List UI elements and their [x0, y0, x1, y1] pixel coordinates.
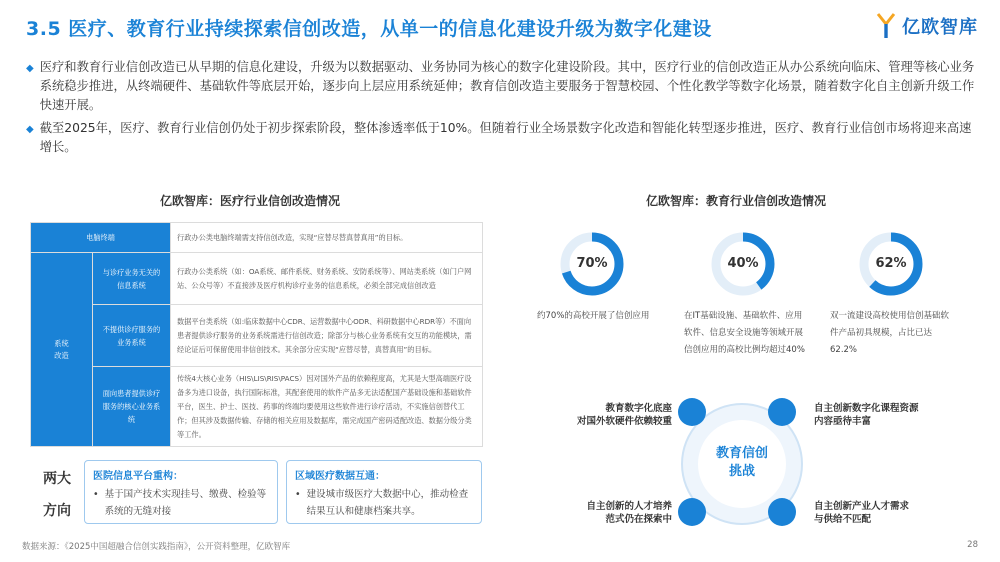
page-title: 3.5 医疗、教育行业持续探索信创改造，从单一的信息化建设升级为数字化建设	[26, 18, 712, 40]
table-cell-text: 行政办公类电脑终端需支持信创改造，实现“应替尽替真替真用”的目标。	[171, 223, 483, 253]
bullet-dot-icon: •	[93, 489, 99, 500]
bullet-text: 截至2025年，医疗、教育行业信创仍处于初步探索阶段，整体渗透率低于10%。但随着行业全场景数字化改造和智能化转型逐步推进，医疗、教育行业信创市场将迎来高速增长。	[39, 121, 972, 154]
challenge-dot	[768, 398, 796, 426]
table-cell-label: 面向患者提供诊疗服务的核心业务系统	[93, 367, 171, 447]
bullet-item	[26, 58, 978, 115]
logo-mark-icon	[876, 12, 896, 40]
table-row	[31, 305, 483, 367]
donut-value-label: 40%	[727, 256, 759, 271]
challenge-item: 自主创新产业人才需求 与供给不匹配	[814, 501, 910, 525]
diamond-bullet-icon: ◆	[26, 124, 34, 135]
direction-text: 建设城市级医疗大数据中心，推动检查结果互认和健康档案共享。	[306, 489, 469, 517]
bullet-text: 医疗和教育行业信创改造已从早期的信息化建设，升级为以数据驱动、业务协同为核心的数字化建设阶段。其中，医疗行业的信创改造正从办公系统向临床、管理等核心业务系统稳步推进，从终端硬件、基础软件等底层开始，逐步向上层应用系统延伸；教育信创改造主要服务于智慧校园、个性化教学等数字化场景，随着数字化自主创新升级工作快速开展。	[39, 60, 975, 112]
donut-description: 在IT基础设施、基础软件、应用软件、信息安全设施等领域开展信创应用的高校比例均超过40%	[684, 311, 805, 355]
challenge-item: 自主创新的人才培养 范式仍在探索中	[586, 501, 672, 525]
direction-card	[84, 460, 278, 524]
data-source: 数据来源：《2025中国超融合信创实践指南》，公开资料整理，亿欧智库	[22, 542, 291, 552]
table-cell-text: 数据平台类系统（如:临床数据中心CDR、运营数据中心ODR、科研数据中心RDR等）不面向患者提供诊疗服务的业务系统需进行信创改造；除部分与核心业务系统有交互的功能模块，需经论证后可保留使用非信创技术。其余部分应实现“应替尽替，真替真用”的目标。	[171, 305, 483, 367]
table-cell-label: 不提供诊疗服务的业务系统	[93, 305, 171, 367]
directions-label: 两大 方向	[43, 471, 71, 519]
direction-title: 区域医疗数据互通：	[295, 471, 385, 482]
donut-chart	[859, 232, 923, 296]
table-row	[31, 223, 483, 253]
challenge-item: 教育数字化底座 对国外软硬件依赖较重	[576, 403, 672, 427]
direction-body	[295, 486, 473, 520]
table-cell-label: 系统 改造	[31, 253, 93, 447]
donut-chart	[560, 232, 624, 296]
donut-description: 约70%的高校开展了信创应用	[537, 311, 650, 321]
bullet-dot-icon: •	[295, 489, 301, 500]
challenge-item: 自主创新数字化课程资源 内容亟待丰富	[814, 403, 919, 427]
direction-body	[93, 486, 269, 520]
diamond-bullet-icon: ◆	[26, 63, 34, 74]
direction-card	[286, 460, 482, 524]
table-cell-label: 与诊疗业务无关的信息系统	[93, 253, 171, 305]
brand-logo	[876, 12, 978, 40]
table-row	[31, 253, 483, 305]
challenge-dot	[678, 498, 706, 526]
challenge-dot	[768, 498, 796, 526]
medical-section-title: 亿欧智库：医疗行业信创改造情况	[160, 194, 341, 208]
education-section-title: 亿欧智库：教育行业信创改造情况	[646, 194, 827, 208]
donut-value-label: 70%	[576, 256, 608, 271]
donut-value-label: 62%	[875, 256, 907, 271]
direction-text: 基于国产技术实现挂号、缴费、检验等系统的无缝对接	[104, 489, 267, 517]
table-cell-text: 传统4大核心业务（HIS\LIS\RIS\PACS）因对国外产品的依赖程度高，尤其是大型高端医疗设备多为进口设备，执行国际标准，其配套使用的软件产品多无法适配国产基础设施和基础软件平台，医生、护士、医技、药事的终端均要使用这些软件进行诊疗活动，不实施信创替代工作；但其涉及数据传输、存储的相关应用及数据库，需完成国产密码适配改造、数据分级分类等工作。	[171, 367, 483, 447]
table-cell-text: 行政办公类系统（如：OA系统、邮件系统、财务系统、安防系统等）、网站类系统（如门户网站、公众号等）不直接涉及医疗机构诊疗业务的信息系统，必须全部完成信创改造	[171, 253, 483, 305]
medical-table	[30, 222, 483, 447]
challenge-center-label: 教育信创 挑战	[715, 446, 768, 479]
table-row	[31, 367, 483, 447]
donut-description: 双一流建设高校使用信创基础软件产品初具规模，占比已达62.2%	[830, 311, 950, 355]
page-number: 28	[967, 540, 978, 550]
brand-name: 亿欧智库	[902, 17, 978, 38]
donut-chart	[711, 232, 775, 296]
direction-title: 医院信息平台重构：	[93, 471, 183, 482]
challenge-dot	[678, 398, 706, 426]
table-cell-label: 电脑终端	[31, 223, 171, 253]
bullet-item	[26, 119, 978, 157]
summary-bullets	[26, 58, 978, 161]
